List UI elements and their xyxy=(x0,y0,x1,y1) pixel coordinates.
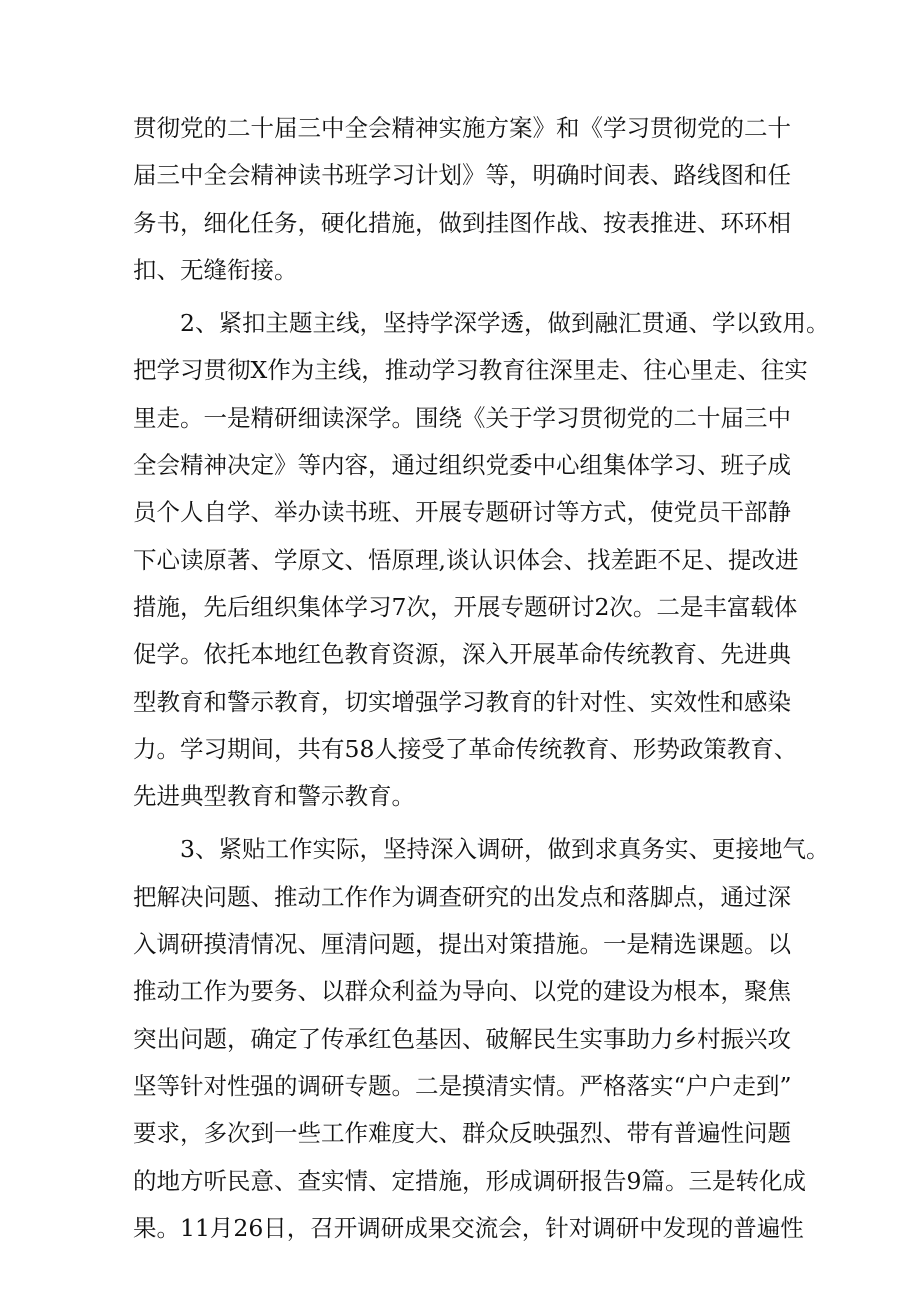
text-line: 务书，细化任务，硬化措施，做到挂图作战、按表推进、环环相 xyxy=(133,208,791,237)
text-line: 要求，多次到一些工作难度大、群众反映强烈、带有普遍性问题 xyxy=(133,1119,791,1148)
paragraph-heading-3: 3、紧贴工作实际，坚持深入调研，做到求真务实、更接地气。 xyxy=(180,835,830,864)
text-line: 里走。一是精研细读深学。围绕《关于学习贯彻党的二十届三中 xyxy=(133,403,791,432)
body-text xyxy=(133,105,830,1252)
text-line: 把解决问题、推动工作作为调查研究的出发点和落脚点，通过深 xyxy=(133,882,791,911)
text-line: 届三中全会精神读书班学习计划》等，明确时间表、路线图和任 xyxy=(133,161,791,190)
text-line: 力。学习期间，共有58人接受了革命传统教育、形势政策教育、 xyxy=(133,734,798,763)
text-line: 下心读原著、学原文、悟原理,谈认识体会、找差距不足、提改进 xyxy=(133,545,799,574)
text-line: 坚等针对性强的调研专题。二是摸清实情。严格落实“户户走到” xyxy=(133,1071,792,1100)
text-line: 突出问题，确定了传承红色基因、破解民生实事助力乡村振兴攻 xyxy=(133,1024,791,1053)
text-line: 把学习贯彻X作为主线，推动学习教育往深里走、往心里走、往实 xyxy=(133,356,808,385)
text-line: 先进典型教育和警示教育。 xyxy=(133,782,415,811)
text-line: 的地方听民意、查实情、定措施，形成调研报告9篇。三是转化成 xyxy=(133,1166,806,1195)
text-line: 果。11月26日，召开调研成果交流会，针对调研中发现的普遍性 xyxy=(133,1213,804,1242)
text-line: 促学。依托本地红色教育资源，深入开展革命传统教育、先进典 xyxy=(133,640,791,669)
text-line: 全会精神决定》等内容，通过组织党委中心组集体学习、班子成 xyxy=(133,451,791,480)
paragraph-heading-2: 2、紧扣主题主线，坚持学深学透，做到融汇贯通、学以致用。 xyxy=(180,309,830,338)
text-line: 员个人自学、举办读书班、开展专题研讨等方式，使党员干部静 xyxy=(133,498,791,527)
text-line: 推动工作为要务、以群众利益为导向、以党的建设为根本，聚焦 xyxy=(133,977,791,1006)
text-line: 贯彻党的二十届三中全会精神实施方案》和《学习贯彻党的二十 xyxy=(133,114,791,142)
text-line: 措施，先后组织集体学习7次，开展专题研讨2次。二是丰富载体 xyxy=(133,592,798,621)
text-line: 扣、无缝衔接。 xyxy=(133,255,298,284)
text-line: 入调研摸清情况、厘清问题，提出对策措施。一是精选课题。以 xyxy=(133,930,791,959)
text-line: 型教育和警示教育，切实增强学习教育的针对性、实效性和感染 xyxy=(133,687,791,716)
